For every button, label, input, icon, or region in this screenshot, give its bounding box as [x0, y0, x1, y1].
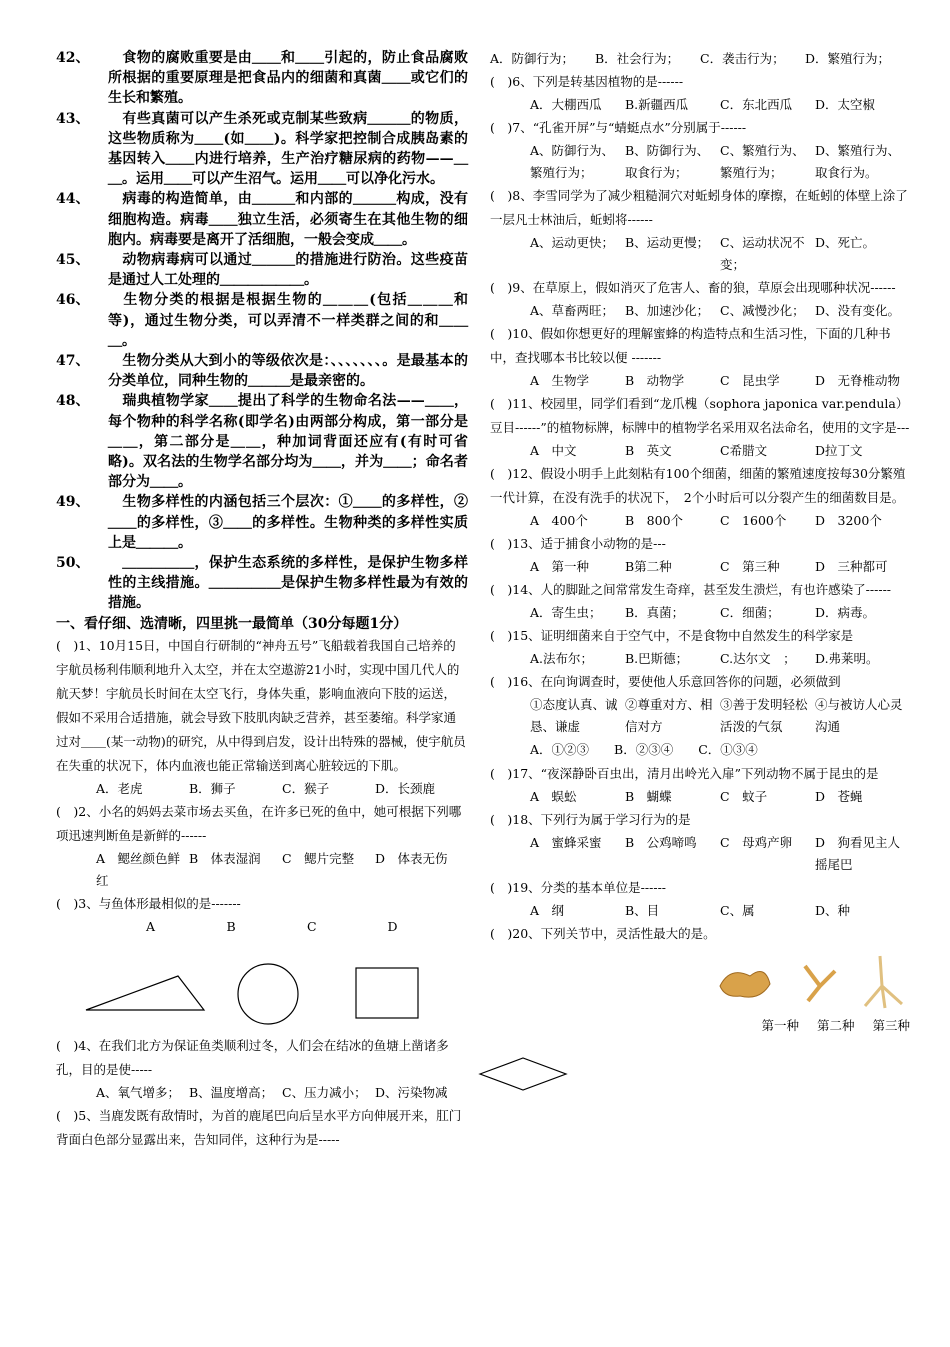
option: D 苍蝇 — [815, 789, 863, 804]
answer-bracket[interactable]: ( ) — [490, 582, 513, 597]
option: A 400个 — [530, 513, 588, 528]
question-14 — [490, 578, 910, 624]
question-6 — [490, 70, 910, 116]
question-4: ( )4、在我们北方为保证鱼类顺利过冬，人们会在结冰的鱼塘上凿诸多孔，目的是使----- A、氧气增多； B、温度增高； C、压力减小； D、污染物减 — [56, 1034, 468, 1104]
question-3: ( )3、与鱼体形最相似的是------- A B C D — [56, 892, 468, 1034]
option: A 中文 — [530, 443, 577, 458]
diamond-shape — [480, 1058, 566, 1090]
question-text: 6、下列是转基因植物的是------ — [512, 74, 684, 89]
question-text: 7、“孔雀开屏”与“蜻蜓点水”分别属于------ — [512, 120, 747, 135]
claw-figures — [490, 946, 910, 1016]
option: C．东北西瓜 — [720, 97, 793, 112]
options — [490, 440, 910, 462]
fill-blank-list — [56, 48, 468, 614]
question-text: 11、校园里，同学们看到“龙爪槐（sophora japonica var.pendula）豆目------”的植物标牌，标牌中的植物学名采用双名法命名，使用的文字是--- — [490, 396, 910, 435]
options: A B C D — [146, 918, 398, 934]
option: C 第三种 — [720, 559, 780, 574]
option: D 狗看见主人摇尾巴 — [815, 835, 901, 872]
option: D.弗莱明。 — [815, 651, 879, 666]
right-column — [490, 48, 910, 1034]
option: D拉丁文 — [815, 443, 863, 458]
option: ①态度认真、诚恳、谦虚 — [530, 697, 618, 734]
option: C．细菌； — [720, 605, 780, 620]
rectangle-shape — [356, 968, 418, 1018]
option: ③善于发明轻松活泼的气氛 — [720, 697, 808, 734]
option: D 3200个 — [815, 513, 882, 528]
blank-question: 50、 ＿＿＿＿＿，保护生态系统的多样性，是保护生物多样性的主线措施。＿＿＿＿＿是保护生物多样性最为有效的措施。 — [56, 555, 468, 612]
blank-question: 42、 食物的腐败重要是由＿＿和＿＿引起的，防止食品腐败所根据的重要原理是把食品内的细菌和真菌＿＿或它们的生长和繁殖。 — [56, 50, 468, 107]
question-16 — [490, 670, 910, 738]
option: C希腊文 — [720, 443, 768, 458]
question-text: 14、人的脚趾之间常常发生奇痒，甚至发生溃烂，有也许感染了------ — [512, 582, 892, 597]
option: A、草畜两旺； — [530, 303, 615, 318]
answer-bracket[interactable]: ( ) — [490, 674, 513, 689]
options — [490, 510, 910, 532]
option: C 昆虫学 — [720, 373, 780, 388]
option: B.新疆西瓜 — [625, 97, 689, 112]
answer-bracket[interactable]: ( ) — [56, 637, 79, 653]
options — [490, 94, 910, 116]
question-text: 15、证明细菌来自于空气中，不是食物中自然发生的科学家是 — [512, 628, 854, 643]
shape-figure — [56, 938, 468, 1034]
answer-bracket[interactable]: ( ) — [490, 188, 513, 203]
answer-bracket[interactable]: ( ) — [56, 1037, 79, 1053]
answer-bracket[interactable]: ( ) — [490, 120, 513, 135]
question-text: 18、下列行为属于学习行为的是 — [512, 812, 691, 827]
question-text: 12、假设小明手上此刻粘有100个细菌，细菌的繁殖速度按每30分繁殖一代计算，在没有洗手的状况下， 2个小时后可以分裂产生的细菌数目是。 — [490, 466, 906, 505]
option: D 无脊椎动物 — [815, 373, 901, 388]
claw-1-icon — [720, 972, 770, 998]
options — [490, 300, 910, 322]
option: B第二种 — [625, 559, 672, 574]
options — [490, 232, 910, 276]
answer-bracket[interactable]: ( ) — [490, 766, 513, 781]
option: B 动物学 — [625, 373, 685, 388]
answer-bracket[interactable]: ( ) — [56, 803, 79, 819]
options — [490, 140, 910, 184]
option: B 公鸡啼鸣 — [625, 835, 697, 850]
diamond-shape-figure — [478, 1054, 568, 1094]
blank-question: 48、 瑞典植物学家＿＿提出了科学的生物命名法——＿＿，每个物种的科学名称(即学名)由两部分构成，第一部分是＿＿，第二部分是＿＿，种加词背面还应有(有时可省略)。双名法的生物学名部分均为＿＿，并为＿＿；命名者部分为＿＿。 — [56, 393, 468, 491]
options — [490, 370, 910, 392]
question-text: 13、适于捕食小动物的是--- — [512, 536, 666, 551]
options — [490, 648, 910, 670]
section-title: 一、看仔细、选清晰，四里挑一最简单（30分每题1分） — [56, 615, 408, 632]
option: ④与被访人心灵沟通 — [815, 697, 903, 734]
answer-bracket[interactable]: ( ) — [490, 396, 513, 411]
question-text: 9、在草原上，假如消灭了危害人、畜的狼，草原会出现哪种状况------ — [512, 280, 896, 295]
option: D、种 — [815, 903, 851, 918]
question-9 — [490, 276, 910, 322]
blank-question: 46、 生物分类的根据是根据生物的＿＿＿(包括＿＿＿和等)，通过生物分类，可以弄清不一样类群之间的和＿＿＿。 — [56, 292, 468, 349]
options — [490, 556, 910, 578]
option: C、繁殖行为、繁殖行为； — [720, 143, 805, 180]
question-12 — [490, 462, 910, 532]
option: A、运动更快； — [530, 235, 615, 250]
figure-labels: 第一种 第二种 第三种 — [761, 1018, 910, 1033]
question-1: ( )1、10月15日，中国自行研制的“神舟五号”飞船载着我国自己培养的宇航员杨利伟顺利地升入太空，并在太空遨游21小时，实现中国几代人的航天梦！宇航员长时间在太空飞行，身体失重，影响血液向下肢的运送，假如不采用合适措施，就会导致下肢肌肉缺乏营养，甚至萎缩。科学家通过对＿＿(某一动物)的研究，从中得到启发，设计出特殊的器械，使宇航员在失重的状况下，体内血液也能正常输送到离心脏较远的下肌。 A．老虎 B．狮子 C．猴子 D．长颈鹿 — [56, 634, 468, 800]
question-5-options: A．防御行为； B．社会行为； C．袭击行为； D．繁殖行为； — [490, 51, 891, 66]
option: C、减慢沙化； — [720, 303, 805, 318]
answer-bracket[interactable]: ( ) — [490, 812, 513, 827]
question-11 — [490, 392, 910, 462]
blank-question: 49、 生物多样性的内涵包括三个层次：①＿＿的多样性，②＿＿的多样性，③＿＿的多样性。生物种类的多样性实质上是＿＿＿。 — [56, 494, 468, 551]
option: B.巴斯德； — [625, 651, 689, 666]
question-7 — [490, 116, 910, 184]
question-18 — [490, 762, 910, 808]
options: A、氧气增多； B、温度增高； C、压力减小； D、污染物减 — [96, 1084, 448, 1100]
option: A．寄生虫； — [530, 605, 602, 620]
answer-bracket[interactable]: ( ) — [490, 880, 513, 895]
claw-3-icon — [865, 956, 902, 1008]
answer-bracket[interactable]: ( ) — [490, 536, 513, 551]
blank-question: 44、 病毒的构造简单，由＿＿＿和内部的＿＿＿构成，没有细胞构造。病毒＿＿独立生活，必须寄生在其他生物的细胞内。病毒要是离开了活细胞，一般会变成＿＿。 — [56, 191, 468, 248]
option: ②尊重对方、相信对方 — [625, 697, 713, 734]
option: D．病毒。 — [815, 605, 876, 620]
options: A 鳃丝颜色鲜红 B 体表湿润 C 鳃片完整 D 体表无伤 — [96, 850, 448, 888]
options: A．老虎 B．狮子 C．猴子 D．长颈鹿 — [96, 780, 436, 796]
circle-shape — [238, 964, 298, 1024]
option: B、运动更慢； — [625, 235, 710, 250]
question-20 — [490, 876, 910, 922]
question-text: 19、分类的基本单位是------ — [512, 880, 667, 895]
answer-bracket[interactable]: ( ) — [490, 926, 513, 941]
shape-options — [56, 938, 468, 1034]
option: B、防御行为、取食行为； — [625, 143, 710, 180]
option: C 1600个 — [720, 513, 787, 528]
option: C.达尔文 ； — [720, 651, 796, 666]
option: C 蚊子 — [720, 789, 768, 804]
answer-bracket[interactable]: ( ) — [56, 895, 79, 911]
question-text: A．①②③ B．②③④ C．①③④ — [530, 742, 758, 757]
option: C、属 — [720, 903, 755, 918]
option: B、目 — [625, 903, 660, 918]
option: A 生物学 — [530, 373, 590, 388]
blank-question: 47、 生物分类从大到小的等级依次是：、、、、、、、。是最基本的分类单位，同种生物的＿＿＿是最亲密的。 — [56, 353, 468, 390]
option: D、没有变化。 — [815, 303, 901, 318]
question-8 — [490, 184, 910, 276]
options — [490, 786, 910, 808]
answer-bracket[interactable]: ( ) — [490, 74, 513, 89]
blank-question: 43、 有些真菌可以产生杀死或克制某些致病＿＿＿的物质，这些物质称为＿＿(如＿＿)。科学家把控制合成胰岛素的基因转入＿＿内进行培养，生产治疗糖尿病的药物——＿＿。运用＿＿可以产生沼气。运用＿＿可以净化污水。 — [56, 110, 468, 188]
option: D、繁殖行为、取食行为。 — [815, 143, 901, 180]
option: A 蜜蜂采蜜 — [530, 835, 602, 850]
option: B．真菌； — [625, 605, 685, 620]
option: A 蜈蚣 — [530, 789, 577, 804]
question-10 — [490, 322, 910, 392]
option: A 纲 — [530, 903, 565, 918]
question-15 — [490, 624, 910, 670]
option: B、加速沙化； — [625, 303, 710, 318]
options — [490, 602, 910, 624]
question-21 — [490, 922, 910, 946]
option: A.法布尔； — [530, 651, 594, 666]
question-17 — [490, 738, 910, 762]
answer-bracket[interactable]: ( ) — [490, 280, 513, 295]
option: B 800个 — [625, 513, 684, 528]
option: D．太空椒 — [815, 97, 876, 112]
question-13 — [490, 532, 910, 578]
blank-question: 45、 动物病毒病可以通过＿＿＿的措施进行防治。这些疫苗是通过人工处理的＿＿＿＿＿＿。 — [56, 252, 468, 289]
answer-bracket[interactable]: ( ) — [56, 1107, 79, 1123]
options — [490, 900, 910, 922]
option: A 第一种 — [530, 559, 590, 574]
answer-bracket[interactable]: ( ) — [490, 466, 513, 481]
question-list — [490, 70, 910, 946]
claw-2-icon — [805, 966, 835, 1001]
option: B 英文 — [625, 443, 672, 458]
options — [490, 694, 910, 738]
option: A．大棚西瓜 — [530, 97, 602, 112]
triangle-shape — [86, 976, 204, 1010]
question-2: ( )2、小名的妈妈去菜市场去买鱼，在许多已死的鱼中，她可根据下列哪项迅速判断鱼是新鲜的------ A 鳃丝颜色鲜红 B 体表湿润 C 鳃片完整 D 体表无伤 — [56, 800, 468, 892]
option: D 三种都可 — [815, 559, 888, 574]
question-text: 10、假如你想更好的理解蜜蜂的构造特点和生活习性，下面的几种书中，查找哪本书比较以便 ------- — [490, 326, 891, 365]
question-text: 8、李雪同学为了减少粗糙洞穴对蚯蚓身体的摩擦，在蚯蚓的体壁上涂了一层凡士林油后，蚯蚓将------ — [490, 188, 908, 227]
question-text: 20、下列关节中，灵活性最大的是。 — [512, 926, 716, 941]
option: B 蝴蝶 — [625, 789, 672, 804]
option: A、防御行为、繁殖行为； — [530, 143, 615, 180]
answer-bracket[interactable]: ( ) — [490, 628, 513, 643]
question-text: 16、在向询调查时，要使他人乐意回答你的问题，必须做到 — [512, 674, 841, 689]
question-text: 17、“夜深静卧百虫出，清月出岭光入扉”下列动物不属于昆虫的是 — [512, 766, 879, 781]
answer-bracket[interactable]: ( ) — [490, 326, 513, 341]
left-column — [56, 48, 468, 1152]
question-19 — [490, 808, 910, 876]
question-5: ( )5、当鹿发既有敌情时，为首的鹿尾巴向后呈水平方向伸展开来，肛门背面白色部分显露出来，告知同伴，这种行为是----- — [56, 1107, 462, 1147]
option: D、死亡。 — [815, 235, 876, 250]
options — [490, 832, 910, 876]
option: C、运动状况不变； — [720, 235, 805, 272]
claw-figure — [710, 946, 910, 1016]
option: C 母鸡产卵 — [720, 835, 793, 850]
